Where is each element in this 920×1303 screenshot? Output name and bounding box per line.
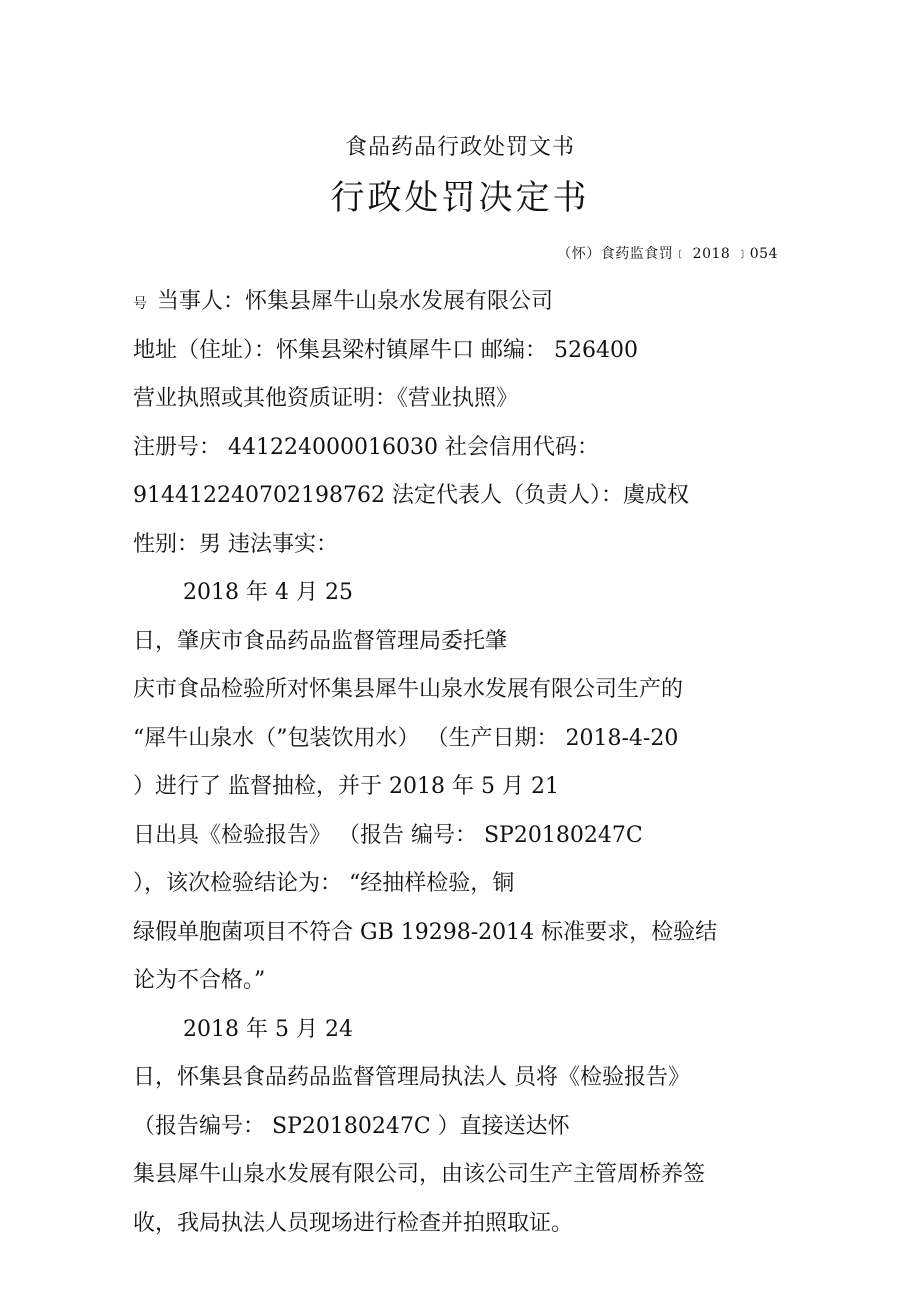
facts-text-line: ），该次检验结论为： “经抽样检验，铜 xyxy=(133,871,515,896)
delivery-text-line: 日，怀集县食品药品监督管理局执法人 员将《检验报告》 xyxy=(133,1065,690,1090)
party-line xyxy=(133,287,553,319)
delivery-text-line: 集县犀牛山泉水发展有限公司，由该公司生产主管周桥养签 xyxy=(133,1162,706,1187)
facts-date-line: 2018 年 4 月 25 xyxy=(183,580,353,605)
document-title: 行政处罚决定书 xyxy=(330,178,590,218)
document-number: （怀）食药监食罚﹝ 2018 ﹞054 xyxy=(557,246,778,262)
registration-line: 注册号： 441224000016030 社会信用代码： xyxy=(133,435,599,460)
facts-text-line: 日出具《检验报告》 （报告 编号： SP20180247C xyxy=(133,823,643,848)
facts-text-line: 日，肇庆市食品药品监督管理局委托肇 xyxy=(133,629,508,654)
facts-text-line: ）进行了 监督抽检，并于 2018 年 5 月 21 xyxy=(133,774,559,799)
facts-text-line: 论为不合格。” xyxy=(133,968,266,993)
credit-code-line: 914412240702198762 法定代表人（负责人）：虞成权 xyxy=(133,483,689,508)
number-suffix: 号 xyxy=(133,296,147,312)
facts-text-line: “犀牛山泉水（”包装饮用水） （生产日期： 2018-4-20 xyxy=(133,726,679,751)
delivery-text-line: 收，我局执法人员现场进行检查并拍照取证。 xyxy=(133,1211,574,1236)
delivery-date-line: 2018 年 5 月 24 xyxy=(183,1017,353,1042)
delivery-text-line: （报告编号： SP20180247C ）直接送达怀 xyxy=(133,1114,570,1139)
facts-text-line: 绿假单胞菌项目不符合 GB 19298-2014 标准要求，检验结 xyxy=(133,920,718,945)
facts-text-line: 庆市食品检验所对怀集县犀牛山泉水发展有限公司生产的 xyxy=(133,677,684,702)
gender-line: 性别：男 违法事实： xyxy=(133,532,338,557)
address-line: 地址（住址）：怀集县梁村镇犀牛口 邮编： 526400 xyxy=(133,338,638,363)
document-type: 食品药品行政处罚文书 xyxy=(344,135,575,160)
party-name: 当事人：怀集县犀牛山泉水发展有限公司 xyxy=(157,289,554,314)
license-line: 营业执照或其他资质证明：《营业执照》 xyxy=(133,386,519,411)
